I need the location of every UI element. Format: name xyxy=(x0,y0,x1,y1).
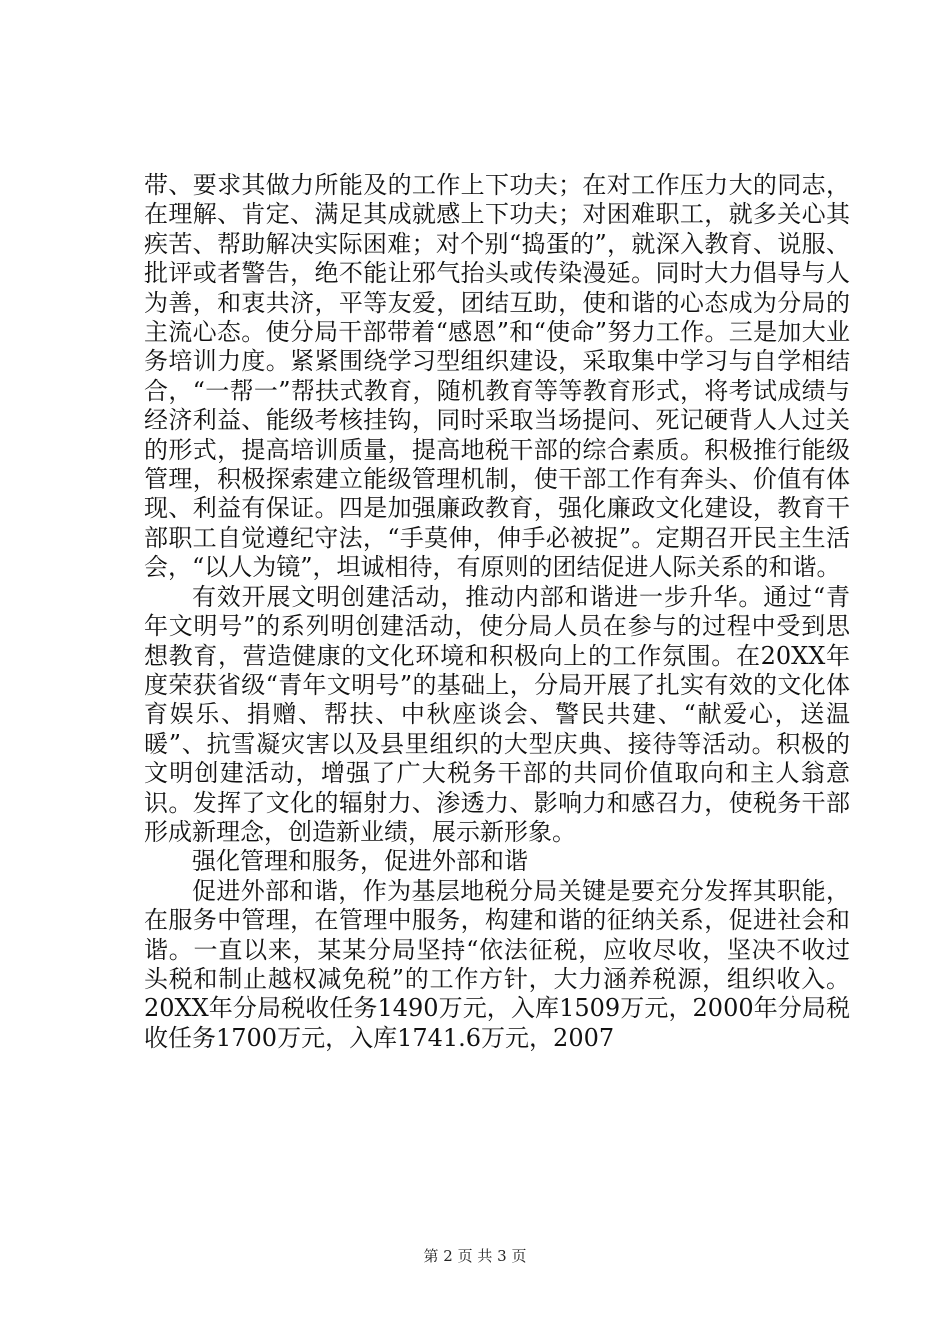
paragraph-2: 有效开展文明创建活动，推动内部和谐进一步升华。通过“青年文明号”的系列明创建活动，使分局人员在参与的过程中受到思想教育，营造健康的文化环境和积极向上的工作氛围。在20XX年度荣获省级“青年文明号”的基础上，分局开展了扎实有效的文化体育娱乐、捐赠、帮扶、中秋座谈会、警民共建、“献爱心，送温暖”、抗雪凝灾害以及县里组织的大型庆典、接待等活动。积极的文明创建活动，增强了广大税务干部的共同价值取向和主人翁意识。发挥了文化的辐射力、渗透力、影响力和感召力，使税务干部形成新理念，创造新业绩，展示新形象。 xyxy=(144,582,850,846)
paragraph-3: 促进外部和谐，作为基层地税分局关键是要充分发挥其职能，在服务中管理，在管理中服务，构建和谐的征纳关系，促进社会和谐。一直以来，某某分局坚持“依法征税，应收尽收，坚决不收过头税和制止越权减免税”的工作方针，大力涵养税源，组织收入。20XX年分局税收任务1490万元，入库1509万元，2000年分局税收任务1700万元，入库1741.6万元，2007 xyxy=(144,876,850,1052)
paragraph-1: 带、要求其做力所能及的工作上下功夫；在对工作压力大的同志，在理解、肯定、满足其成就感上下功夫；对困难职工，就多关心其疾苦、帮助解决实际困难；对个别“捣蛋的”，就深入教育、说服、批评或者警告，绝不能让邪气抬头或传染漫延。同时大力倡导与人为善，和衷共济，平等友爱，团结互助，使和谐的心态成为分局的主流心态。使分局干部带着“感恩”和“使命”努力工作。三是加大业务培训力度。紧紧围绕学习型组织建设，采取集中学习与自学相结合，“一帮一”帮扶式教育，随机教育等等教育形式，将考试成绩与经济利益、能级考核挂钩，同时采取当场提问、死记硬背人人过关的形式，提高培训质量，提高地税干部的综合素质。积极推行能级管理，积极探索建立能级管理机制，使干部工作有奔头、价值有体现、利益有保证。四是加强廉政教育，强化廉政文化建设，教育干部职工自觉遵纪守法，“手莫伸，伸手必被捉”。定期召开民主生活会，“以人为镜”，坦诚相待，有原则的团结促进人际关系的和谐。 xyxy=(144,171,850,582)
section-heading: 强化管理和服务，促进外部和谐 xyxy=(192,847,528,876)
document-body xyxy=(144,171,850,1053)
page-footer: 第 2 页 共 3 页 xyxy=(423,1247,527,1265)
